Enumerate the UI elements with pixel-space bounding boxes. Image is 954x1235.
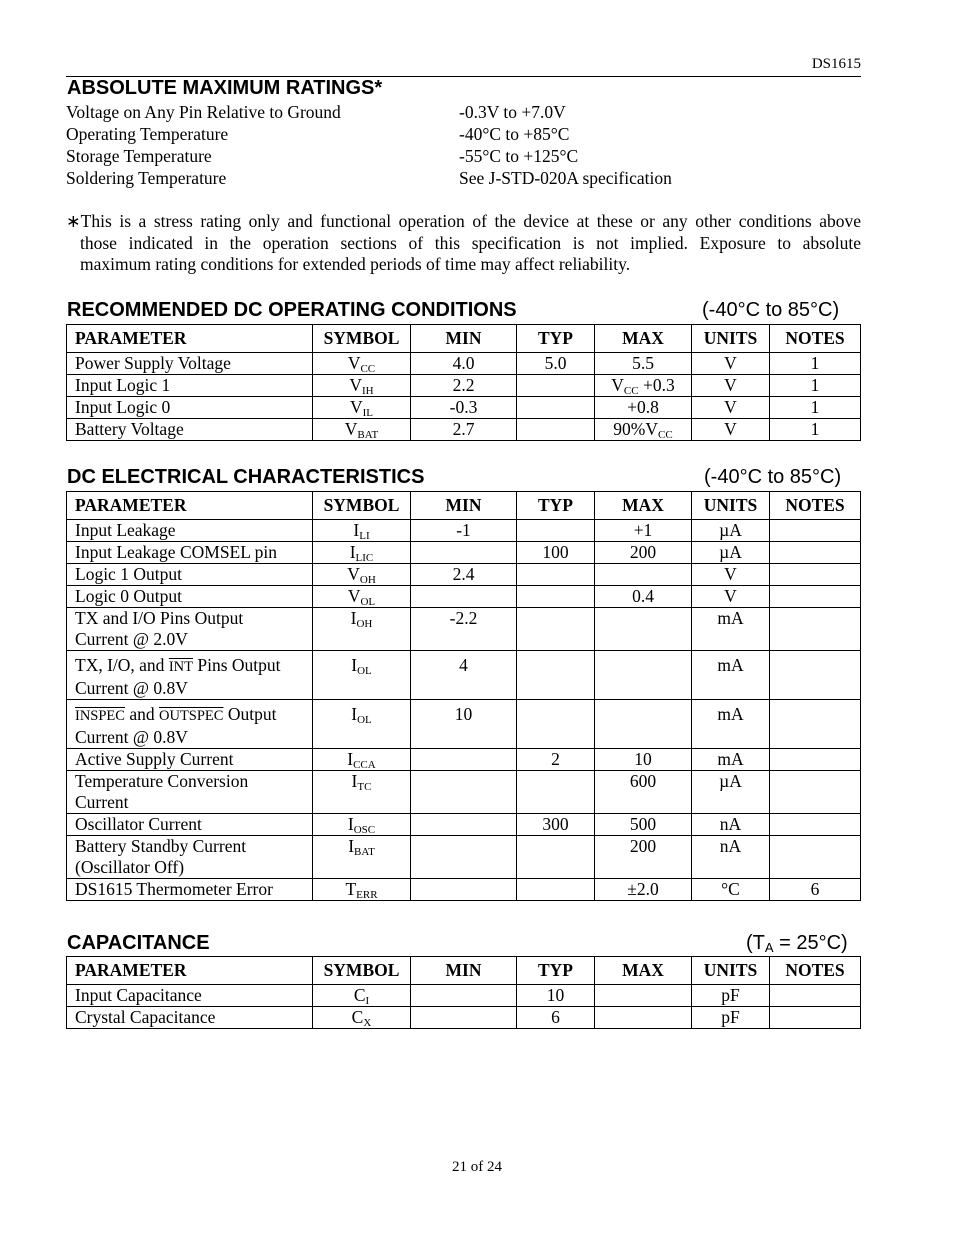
abs-max-title: ABSOLUTE MAXIMUM RATINGS* <box>67 77 383 99</box>
max-cell <box>595 985 692 1007</box>
min-cell: -1 <box>411 520 517 542</box>
max-cell: 0.4 <box>595 586 692 608</box>
param-cell: TX and I/O Pins Output Current @ 2.0V <box>67 608 313 651</box>
capacitance-condition: $(T_A = 25^\circ C)$ <box>746 932 848 955</box>
col-header: TYP <box>517 325 595 353</box>
abs-max-param: Operating Temperature <box>66 124 229 144</box>
stress-note <box>66 211 861 276</box>
capacitance-table <box>66 956 861 1029</box>
max-cell: ±2.0 <box>595 879 692 901</box>
notes-cell <box>770 836 861 879</box>
col-header: SYMBOL <box>313 957 411 985</box>
typ-cell <box>517 564 595 586</box>
units-cell: V <box>692 375 770 397</box>
symbol-cell: $V_{CC}$ <box>313 353 411 375</box>
notes-cell <box>770 771 861 814</box>
symbol-cell: $I_{OL}$ <box>313 651 411 700</box>
max-cell: 200 <box>595 836 692 879</box>
symbol-cell: $I_{CCA}$ <box>313 749 411 771</box>
col-header: TYP <box>517 957 595 985</box>
min-cell: 10 <box>411 700 517 749</box>
abs-max-row <box>66 101 766 123</box>
col-header: TYP <box>517 492 595 520</box>
notes-cell <box>770 985 861 1007</box>
symbol-cell: $V_{OL}$ <box>313 586 411 608</box>
col-header: PARAMETER <box>67 957 313 985</box>
abs-max-param: Voltage on Any Pin Relative to Ground <box>66 102 341 122</box>
param-cell: Battery Voltage <box>67 419 313 441</box>
param-cell: Input Logic 0 <box>67 397 313 419</box>
units-cell: pF <box>692 985 770 1007</box>
col-header: UNITS <box>692 492 770 520</box>
min-cell: -2.2 <box>411 608 517 651</box>
param-cell: Logic 0 Output <box>67 586 313 608</box>
param-cell: Power Supply Voltage <box>67 353 313 375</box>
table-row <box>67 879 861 901</box>
table-row <box>67 700 861 749</box>
typ-cell <box>517 700 595 749</box>
notes-cell <box>770 814 861 836</box>
table-row <box>67 375 861 397</box>
capacitance-title: CAPACITANCE <box>67 932 210 954</box>
param-cell: Input Capacitance <box>67 985 313 1007</box>
col-header: NOTES <box>770 957 861 985</box>
symbol-cell: $V_{IH}$ <box>313 375 411 397</box>
notes-cell <box>770 564 861 586</box>
dc-elec-condition: (-40°C to 85°C) <box>704 466 842 488</box>
notes-cell <box>770 608 861 651</box>
symbol-cell: $I_{LI}$ <box>313 520 411 542</box>
param-cell: TX, I/O, and $\overline{INT}$ Pins Output Current @ 0.8V <box>67 651 313 700</box>
col-header: MAX <box>595 957 692 985</box>
col-header: NOTES <box>770 325 861 353</box>
table-row <box>67 608 861 651</box>
inspec-pin-label: INSPEC <box>75 708 125 724</box>
typ-cell: 6 <box>517 1007 595 1029</box>
symbol-cell: $I_{OL}$ <box>313 700 411 749</box>
symbol-cell: $V_{IL}$ <box>313 397 411 419</box>
table-header-row <box>67 325 861 353</box>
col-header: PARAMETER <box>67 492 313 520</box>
notes-cell <box>770 1007 861 1029</box>
notes-cell <box>770 586 861 608</box>
max-cell <box>595 564 692 586</box>
units-cell: nA <box>692 836 770 879</box>
units-cell: V <box>692 586 770 608</box>
max-cell <box>595 651 692 700</box>
min-cell <box>411 586 517 608</box>
min-cell <box>411 814 517 836</box>
abs-max-row <box>66 123 766 145</box>
param-cell: Input Leakage <box>67 520 313 542</box>
notes-cell: 6 <box>770 879 861 901</box>
max-cell <box>595 608 692 651</box>
max-cell <box>595 1007 692 1029</box>
abs-max-value: See J-STD-020A specification <box>459 168 672 188</box>
typ-cell: 100 <box>517 542 595 564</box>
units-cell: mA <box>692 700 770 749</box>
col-header: SYMBOL <box>313 492 411 520</box>
min-cell: 2.4 <box>411 564 517 586</box>
table-row <box>67 397 861 419</box>
min-cell <box>411 985 517 1007</box>
typ-cell <box>517 651 595 700</box>
param-cell: Active Supply Current <box>67 749 313 771</box>
notes-cell: 1 <box>770 397 861 419</box>
units-cell: V <box>692 353 770 375</box>
symbol-cell: $C_I$ <box>313 985 411 1007</box>
param-cell: Input Logic 1 <box>67 375 313 397</box>
notes-cell <box>770 651 861 700</box>
units-cell: mA <box>692 608 770 651</box>
table-row <box>67 353 861 375</box>
typ-cell <box>517 836 595 879</box>
notes-cell <box>770 520 861 542</box>
units-cell: µA <box>692 771 770 814</box>
max-cell: 10 <box>595 749 692 771</box>
param-cell: Temperature Conversion Current <box>67 771 313 814</box>
symbol-cell: $I_{TC}$ <box>313 771 411 814</box>
stress-note-line: those indicated in the operation sections of this specification is not implied. Exposure to absolute <box>80 232 861 253</box>
abs-max-value: -55°C to +125°C <box>459 146 579 166</box>
max-cell: 200 <box>595 542 692 564</box>
typ-cell: 5.0 <box>517 353 595 375</box>
min-cell: -0.3 <box>411 397 517 419</box>
notes-cell <box>770 700 861 749</box>
rec-dc-condition: (-40°C to 85°C) <box>702 299 840 321</box>
units-cell: µA <box>692 542 770 564</box>
min-cell: 2.7 <box>411 419 517 441</box>
abs-max-param: Storage Temperature <box>66 146 212 166</box>
abs-max-param: Soldering Temperature <box>66 168 227 188</box>
min-cell: 2.2 <box>411 375 517 397</box>
int-pin-label: $\overline{INT}$ <box>168 659 193 675</box>
max-cell: 600 <box>595 771 692 814</box>
symbol-cell: $I_{BAT}$ <box>313 836 411 879</box>
max-cell <box>595 700 692 749</box>
table-header-row <box>67 492 861 520</box>
max-cell: 5.5 <box>595 353 692 375</box>
dc-elec-title: DC ELECTRICAL CHARACTERISTICS <box>67 466 425 488</box>
rec-dc-title: RECOMMENDED DC OPERATING CONDITIONS <box>67 299 517 321</box>
param-cell: Input Leakage COMSEL pin <box>67 542 313 564</box>
min-cell <box>411 836 517 879</box>
col-header: MAX <box>595 325 692 353</box>
table-row <box>67 836 861 879</box>
notes-cell: 1 <box>770 353 861 375</box>
typ-cell <box>517 771 595 814</box>
min-cell <box>411 1007 517 1029</box>
typ-cell <box>517 879 595 901</box>
table-row <box>67 520 861 542</box>
abs-max-row <box>66 145 766 167</box>
table-row <box>67 651 861 700</box>
symbol-cell: $I_{OH}$ <box>313 608 411 651</box>
table-row <box>67 419 861 441</box>
typ-cell: 300 <box>517 814 595 836</box>
param-cell: Battery Standby Current (Oscillator Off) <box>67 836 313 879</box>
outspec-pin-label: OUTSPEC <box>159 708 224 724</box>
table-row <box>67 749 861 771</box>
col-header: NOTES <box>770 492 861 520</box>
typ-cell <box>517 520 595 542</box>
units-cell: V <box>692 397 770 419</box>
col-header: UNITS <box>692 957 770 985</box>
param-cell: DS1615 Thermometer Error <box>67 879 313 901</box>
col-header: MIN <box>411 325 517 353</box>
col-header: SYMBOL <box>313 325 411 353</box>
param-cell: Crystal Capacitance <box>67 1007 313 1029</box>
param-cell: Logic 1 Output <box>67 564 313 586</box>
min-cell: 4 <box>411 651 517 700</box>
units-cell: °C <box>692 879 770 901</box>
table-header-row <box>67 957 861 985</box>
typ-cell: 10 <box>517 985 595 1007</box>
max-cell: +1 <box>595 520 692 542</box>
symbol-cell: $I_{LIC}$ <box>313 542 411 564</box>
table-row <box>67 1007 861 1029</box>
table-row <box>67 985 861 1007</box>
abs-max-row <box>66 167 766 189</box>
min-cell: 4.0 <box>411 353 517 375</box>
stress-note-line: maximum rating conditions for extended periods of time may affect reliability. <box>80 254 631 274</box>
notes-cell: 1 <box>770 419 861 441</box>
min-cell <box>411 771 517 814</box>
table-row <box>67 586 861 608</box>
col-header: MIN <box>411 492 517 520</box>
col-header: PARAMETER <box>67 325 313 353</box>
param-cell: Oscillator Current <box>67 814 313 836</box>
typ-cell: 2 <box>517 749 595 771</box>
min-cell <box>411 749 517 771</box>
typ-cell <box>517 397 595 419</box>
units-cell: mA <box>692 749 770 771</box>
page-number: 21 of 24 <box>452 1159 502 1175</box>
param-cell: INSPEC and OUTSPEC Output Current @ 0.8V <box>67 700 313 749</box>
typ-cell <box>517 586 595 608</box>
abs-max-value: -40°C to +85°C <box>459 124 570 144</box>
abs-max-value: -0.3V to +7.0V <box>459 102 566 122</box>
units-cell: µA <box>692 520 770 542</box>
stress-note-line: ∗This is a stress rating only and functional operation of the device at these or any other conditions above <box>66 211 861 231</box>
notes-cell <box>770 749 861 771</box>
abs-max-list <box>66 101 766 189</box>
units-cell: V <box>692 564 770 586</box>
units-cell: nA <box>692 814 770 836</box>
typ-cell <box>517 375 595 397</box>
max-cell: +0.8 <box>595 397 692 419</box>
dc-elec-table <box>66 491 861 901</box>
typ-cell <box>517 419 595 441</box>
table-row <box>67 542 861 564</box>
symbol-cell: $I_{OSC}$ <box>313 814 411 836</box>
rec-dc-table <box>66 324 861 441</box>
min-cell <box>411 542 517 564</box>
table-row <box>67 771 861 814</box>
symbol-cell: $V_{OH}$ <box>313 564 411 586</box>
notes-cell <box>770 542 861 564</box>
max-cell: $V_{CC} +0.3$ <box>595 375 692 397</box>
symbol-cell: $T_{ERR}$ <box>313 879 411 901</box>
col-header: MAX <box>595 492 692 520</box>
typ-cell <box>517 608 595 651</box>
table-row <box>67 814 861 836</box>
units-cell: mA <box>692 651 770 700</box>
symbol-cell: $V_{BAT}$ <box>313 419 411 441</box>
col-header: UNITS <box>692 325 770 353</box>
table-row <box>67 564 861 586</box>
symbol-cell: $C_X$ <box>313 1007 411 1029</box>
max-cell: $90\%V_{CC}$ <box>595 419 692 441</box>
document-id: DS1615 <box>811 56 861 72</box>
max-cell: 500 <box>595 814 692 836</box>
units-cell: pF <box>692 1007 770 1029</box>
notes-cell: 1 <box>770 375 861 397</box>
col-header: MIN <box>411 957 517 985</box>
units-cell: V <box>692 419 770 441</box>
min-cell <box>411 879 517 901</box>
